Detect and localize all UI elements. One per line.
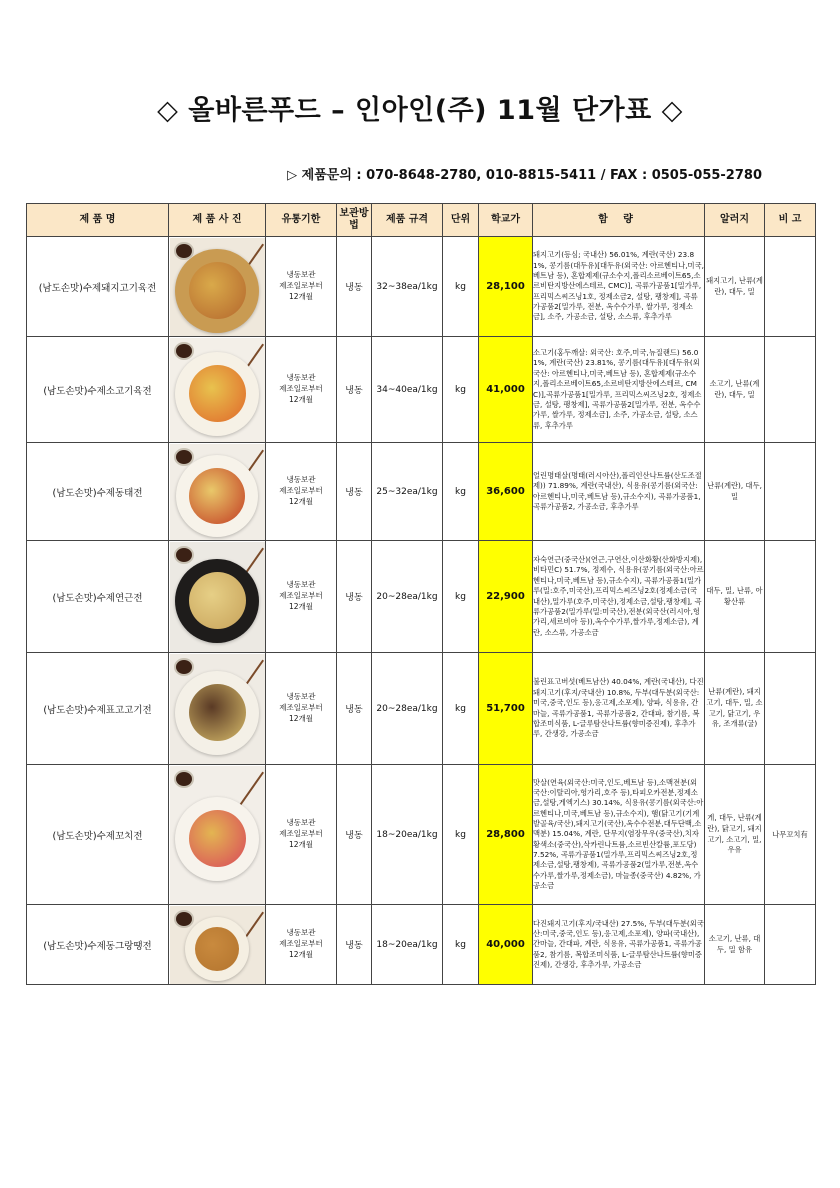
food-shape (189, 572, 246, 629)
product-photo (170, 542, 265, 652)
food-shape (189, 684, 246, 741)
product-unit: kg (443, 443, 479, 541)
product-spec: 20~28ea/1kg (372, 541, 443, 653)
expiry-info: 냉동보관 제조일로부터 12개월 (266, 237, 337, 337)
contact-info: ▷ 제품문의 : 070-8648-2780, 010-8815-5411 / FAX : 0505-055-2780 (287, 168, 762, 183)
header-photo: 제 품 사 진 (169, 204, 266, 237)
school-price: 22,900 (479, 541, 533, 653)
product-photo-cell (169, 443, 266, 541)
food-shape (189, 262, 246, 319)
remarks (765, 337, 816, 443)
header-allergy: 알러지 (705, 204, 765, 237)
sauce-bowl-shape (174, 658, 194, 676)
allergy-info: 게, 대두, 난류(계란), 닭고기, 돼지고기, 소고기, 밀, 우유 (705, 765, 765, 905)
product-photo-cell (169, 337, 266, 443)
remarks (765, 443, 816, 541)
table-header-row (27, 204, 816, 237)
sauce-bowl-shape (174, 770, 194, 788)
product-spec: 34~40ea/1kg (372, 337, 443, 443)
allergy-info: 난류(계란), 돼지고기, 대두, 밀, 소고기, 닭고기, 우유, 조개류(굴) (705, 653, 765, 765)
expiry-info: 냉동보관 제조일로부터 12개월 (266, 905, 337, 985)
table-row (27, 337, 816, 443)
product-spec: 18~20ea/1kg (372, 905, 443, 985)
product-name: (남도손맛)수제동그랑땡전 (27, 905, 169, 985)
header-expiry: 유통기한 (266, 204, 337, 237)
product-photo (170, 338, 265, 442)
remarks (765, 905, 816, 985)
school-price: 40,000 (479, 905, 533, 985)
page-title: ◇ 올바른푸드 – 인아인(주) 11월 단가표 ◇ (157, 95, 683, 126)
product-name: (남도손맛)수제동태전 (27, 443, 169, 541)
table-row (27, 237, 816, 337)
sauce-bowl-shape (174, 448, 194, 466)
header-storage: 보관방법 (337, 204, 372, 237)
expiry-info: 냉동보관 제조일로부터 12개월 (266, 653, 337, 765)
product-photo (170, 444, 265, 540)
sauce-bowl-shape (174, 546, 194, 564)
remarks (765, 237, 816, 337)
food-shape (195, 927, 239, 971)
school-price: 41,000 (479, 337, 533, 443)
product-name: (남도손맛)수제표고고기전 (27, 653, 169, 765)
school-price: 36,600 (479, 443, 533, 541)
product-name: (남도손맛)수제소고기육전 (27, 337, 169, 443)
ingredients-text: 자숙연근(중국산)(연근,구연산,이산화황(산화방지제),비타민C) 51.7%, 정제수, 식용유(콩기름(외국산:아르헨티나,미국,베트남 등),규소수지), 곡류가공품1(밀가루(밀:호주,미국산),프리믹스씨즈닝2호(정제소금(국내산),밀가루(호주,미국산),정제소금,설탕,팽창제], 곡류가공품2(밀가루(밀:미국산),전분(외국산(러시아,헝가리,세르비아 등)),옥수수가루,쌀가루,정제소금), 계란, 소스류, 가공소금 (533, 541, 705, 653)
product-photo-cell (169, 653, 266, 765)
product-name: (남도손맛)수제연근전 (27, 541, 169, 653)
product-unit: kg (443, 653, 479, 765)
storage-method: 냉동 (337, 905, 372, 985)
allergy-info: 대두, 밀, 난류, 아황산류 (705, 541, 765, 653)
product-photo (170, 654, 265, 764)
sauce-bowl-shape (174, 342, 194, 360)
food-shape (189, 810, 246, 867)
remarks (765, 541, 816, 653)
product-photo-cell (169, 541, 266, 653)
remarks (765, 653, 816, 765)
product-unit: kg (443, 541, 479, 653)
header-ingredients: 함 량 (533, 204, 705, 237)
product-photo-cell (169, 765, 266, 905)
ingredients-text: 얼린명태살(명태(러시아산),폴리인산나트륨(산도조절제)) 71.89%, 계란(국내산), 식용유(콩기름(외국산:아르헨티나,미국,베트남 등),규소수지), 곡류가공품1, 곡류가공품2, 가공소금, 후추가루 (533, 443, 705, 541)
school-price: 51,700 (479, 653, 533, 765)
product-photo-cell (169, 237, 266, 337)
ingredients-text: 돼지고기(등심; 국내산) 56.01%, 계란(국산) 23.81%, 콩기름(대두유)[대두유(외국산: 아르헨티나,미국,베트남 등), 혼합제제(규소수지,폴리소르베이트65,소르비탄지방산에스테르, CMC)], 곡류가공품1[밀가루, 프리믹스씨즈닝1호, 정제소금2, 설탕, 팽창제], 곡류가공품2[밀가루, 전분, 옥수수가루, 쌀가루, 정제소금], 소주, 가공소금, 설탕, 소스류, 후추가루 (533, 237, 705, 337)
storage-method: 냉동 (337, 653, 372, 765)
header-name: 제 품 명 (27, 204, 169, 237)
storage-method: 냉동 (337, 443, 372, 541)
table-row (27, 541, 816, 653)
allergy-info: 난류(계란), 대두, 밀 (705, 443, 765, 541)
ingredients-text: 맛살(연육(외국산:미국,인도,베트남 등),소맥전분(외국산:이탈리아,헝가리,호주 등),타피오카전분,정제소금,설탕,게엑기스) 30.14%, 식용유(콩기름(외국산:아르헨티나,미국,베트남 등),규소수지), 햄(닭고기(기계발골육/국산),돼지고기(국산),옥수수전분,대두단백,소맥분) 15.04%, 계란, 단무지(염장무우(중국산),치자황색소(중국산),삭카린나트륨,소르빈산칼륨,포도당) 7.52%, 곡류가공품1(밀가루,프리믹스씨즈닝2호,정제소금,설탕,팽창제), 곡류가공품2(밀가루,전분,옥수수가루,쌀가루,정제소금), 마늘종(중국산) 4.82%, 가공소금 (533, 765, 705, 905)
expiry-info: 냉동보관 제조일로부터 12개월 (266, 337, 337, 443)
header-unit: 단위 (443, 204, 479, 237)
allergy-info: 소고기, 난류, 대두, 밀 함유 (705, 905, 765, 985)
table-row (27, 653, 816, 765)
expiry-info: 냉동보관 제조일로부터 12개월 (266, 443, 337, 541)
product-name: (남도손맛)수제꼬치전 (27, 765, 169, 905)
product-photo-cell (169, 905, 266, 985)
expiry-info: 냉동보관 제조일로부터 12개월 (266, 541, 337, 653)
product-photo (170, 766, 265, 904)
food-shape (189, 468, 245, 524)
product-spec: 32~38ea/1kg (372, 237, 443, 337)
header-spec: 제품 규격 (372, 204, 443, 237)
remarks: 나무꼬치有 (765, 765, 816, 905)
product-unit: kg (443, 905, 479, 985)
storage-method: 냉동 (337, 237, 372, 337)
school-price: 28,800 (479, 765, 533, 905)
storage-method: 냉동 (337, 541, 372, 653)
school-price: 28,100 (479, 237, 533, 337)
food-shape (189, 365, 246, 422)
product-name: (남도손맛)수제돼지고기육전 (27, 237, 169, 337)
sauce-bowl-shape (174, 910, 194, 928)
product-unit: kg (443, 765, 479, 905)
product-unit: kg (443, 337, 479, 443)
header-price: 학교가 (479, 204, 533, 237)
expiry-info: 냉동보관 제조일로부터 12개월 (266, 765, 337, 905)
storage-method: 냉동 (337, 765, 372, 905)
price-table (26, 203, 816, 985)
ingredients-text: 다진돼지고기(후지/국내산) 27.5%, 두부(대두분(외국산:미국,중국,인도 등),응고제,소포제), 양파(국내산), 간마늘, 간대파, 계란, 식용유, 곡류가공품1, 곡류가공품2, 참기름, 복합조미식품, L-글루탐산나트륨(향미증진제), 간생강, 후추가루, 가공소금 (533, 905, 705, 985)
table-row (27, 443, 816, 541)
table-row (27, 765, 816, 905)
ingredients-text: 소고기(홍두깨살: 외국산: 호주,미국,뉴질랜드) 56.01%, 계란(국산) 23.81%, 콩기름(대두유)[대두유(외국산: 아르헨티나,미국,베트남 등), 혼합제제(규소수지,폴리소르베이트65,소르비탄지방산에스테르, CMC)],곡류가공품1[밀가루, 프리믹스씨즈닝2호, 정제소금, 설탕, 팽창제], 곡류가공품2[밀가루, 전분, 옥수수가루, 쌀가루, 정제소금], 소주, 가공소금, 설탕, 소스류, 후추가루 (533, 337, 705, 443)
table-row (27, 905, 816, 985)
product-spec: 20~28ea/1kg (372, 653, 443, 765)
table-body (27, 237, 816, 985)
product-unit: kg (443, 237, 479, 337)
storage-method: 냉동 (337, 337, 372, 443)
allergy-info: 돼지고기, 난류(계란), 대두, 밀 (705, 237, 765, 337)
allergy-info: 소고기, 난류(계란), 대두, 밀 (705, 337, 765, 443)
header-note: 비 고 (765, 204, 816, 237)
product-photo (170, 906, 265, 984)
product-spec: 25~32ea/1kg (372, 443, 443, 541)
ingredients-text: 불린표고버섯(베트남산) 40.04%, 계란(국내산), 다진돼지고기(후지/국내산) 10.8%, 두부(대두분(외국산:미국,중국,인도 등),응고제,소포제), 양파, 식용유, 간마늘, 곡류가공품1, 곡류가공품2, 간대파, 참기름, 복합조미식품, L-글루탐산나트륨(향미증진제), 후추가루, 간생강, 가공소금 (533, 653, 705, 765)
product-spec: 18~20ea/1kg (372, 765, 443, 905)
product-photo (170, 238, 265, 336)
